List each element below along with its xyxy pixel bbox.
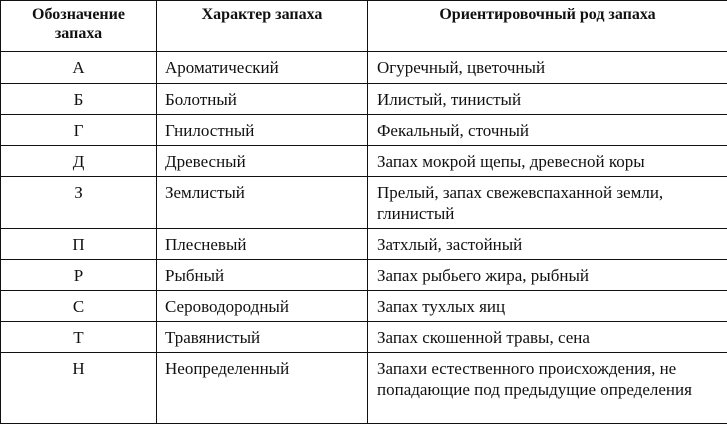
cell-character: Древесный	[157, 146, 368, 177]
header-kind: Ориентировочный род запаха	[368, 1, 727, 52]
header-character: Характер запаха	[157, 1, 368, 52]
cell-code: П	[1, 229, 157, 260]
cell-code: Б	[1, 84, 157, 115]
cell-code: Р	[1, 260, 157, 291]
cell-kind: Запахи естественного происхождения, не попадающие под предыдущие определения	[368, 353, 727, 424]
cell-kind: Запах мокрой щепы, древесной коры	[368, 146, 727, 177]
cell-kind: Запах тухлых яиц	[368, 291, 727, 322]
cell-kind: Фекальный, сточный	[368, 115, 727, 146]
cell-character: Плесневый	[157, 229, 368, 260]
cell-kind: Огуречный, цветочный	[368, 52, 727, 84]
table-row	[1, 291, 727, 322]
table-row	[1, 115, 727, 146]
table-row	[1, 322, 727, 353]
table-row	[1, 229, 727, 260]
cell-character: Гнилостный	[157, 115, 368, 146]
cell-character: Травянистый	[157, 322, 368, 353]
cell-code: З	[1, 177, 157, 229]
cell-code: Н	[1, 353, 157, 424]
cell-code: С	[1, 291, 157, 322]
cell-character: Ароматический	[157, 52, 368, 84]
cell-character: Неопределенный	[157, 353, 368, 424]
table-row	[1, 84, 727, 115]
cell-kind: Затхлый, застойный	[368, 229, 727, 260]
table-row	[1, 177, 727, 229]
cell-kind: Запах рыбьего жира, рыбный	[368, 260, 727, 291]
table-row	[1, 52, 727, 84]
cell-character: Рыбный	[157, 260, 368, 291]
cell-character: Болотный	[157, 84, 368, 115]
cell-kind: Илистый, тинистый	[368, 84, 727, 115]
table-row	[1, 353, 727, 424]
cell-character: Землистый	[157, 177, 368, 229]
table-row	[1, 260, 727, 291]
cell-kind: Запах скошенной травы, сена	[368, 322, 727, 353]
header-row	[1, 1, 727, 52]
cell-kind: Прелый, запах свежевспаханной земли, глинистый	[368, 177, 727, 229]
cell-code: Д	[1, 146, 157, 177]
cell-code: Т	[1, 322, 157, 353]
cell-code: А	[1, 52, 157, 84]
table-row	[1, 146, 727, 177]
cell-character: Сероводородный	[157, 291, 368, 322]
header-code: Обозначение запаха	[1, 1, 157, 52]
cell-code: Г	[1, 115, 157, 146]
